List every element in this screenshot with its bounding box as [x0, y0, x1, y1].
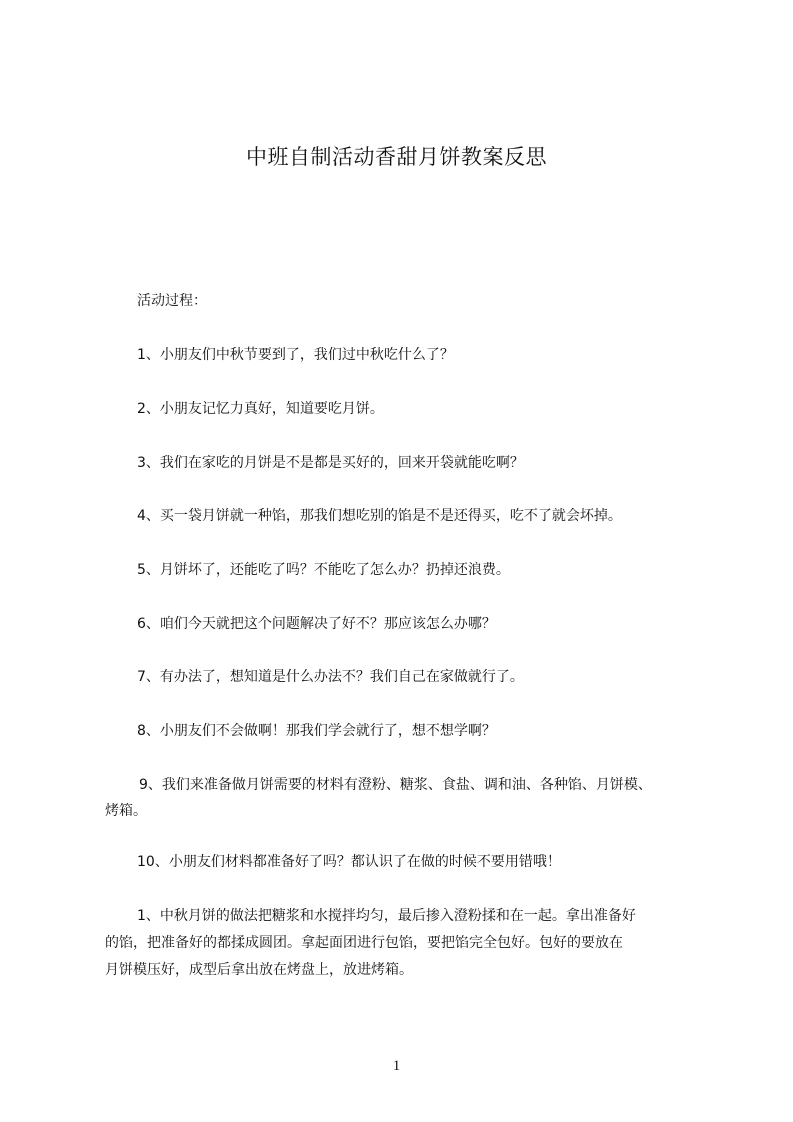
step-9-line-2: 烤箱。 — [105, 803, 147, 819]
step-9-line-1: 9、我们来准备做月饼需要的材料有澄粉、糖浆、食盐、调和油、各种馅、月饼模、 — [139, 777, 652, 793]
method-line-1: 1、中秋月饼的做法把糖浆和水搅拌均匀，最后掺入澄粉揉和在一起。拿出准备好 — [137, 908, 636, 924]
step-4: 4、买一袋月饼就一种馅，那我们想吃别的馅是不是还得买，吃不了就会坏掉。 — [137, 508, 622, 524]
step-1: 1、小朋友们中秋节要到了，我们过中秋吃什么了？ — [137, 347, 454, 363]
step-2: 2、小朋友记忆力真好，知道要吃月饼。 — [137, 401, 384, 417]
step-10: 10、小朋友们材料都准备好了吗？都认识了在做的时候不要用错哦！ — [137, 854, 561, 870]
step-6: 6、咱们今天就把这个问题解决了好不？那应该怎么办哪？ — [137, 616, 496, 632]
page-number: 1 — [392, 1058, 401, 1074]
step-5: 5、月饼坏了，还能吃了吗？不能吃了怎么办？扔掉还浪费。 — [137, 562, 510, 578]
step-7: 7、有办法了，想知道是什么办法不？我们自己在家做就行了。 — [137, 669, 524, 685]
step-3: 3、我们在家吃的月饼是不是都是买好的，回来开袋就能吃啊？ — [137, 455, 524, 471]
document-title: 中班自制活动香甜月饼教案反思 — [246, 145, 547, 169]
step-8: 8、小朋友们不会做啊！那我们学会就行了，想不想学啊？ — [137, 723, 496, 739]
method-line-2: 的馅，把准备好的都揉成圆团。拿起面团进行包馅，要把馅完全包好。包好的要放在 — [105, 935, 623, 951]
method-line-3: 月饼模压好，成型后拿出放在烤盘上，放进烤箱。 — [105, 962, 413, 978]
section-heading: 活动过程： — [137, 293, 207, 309]
